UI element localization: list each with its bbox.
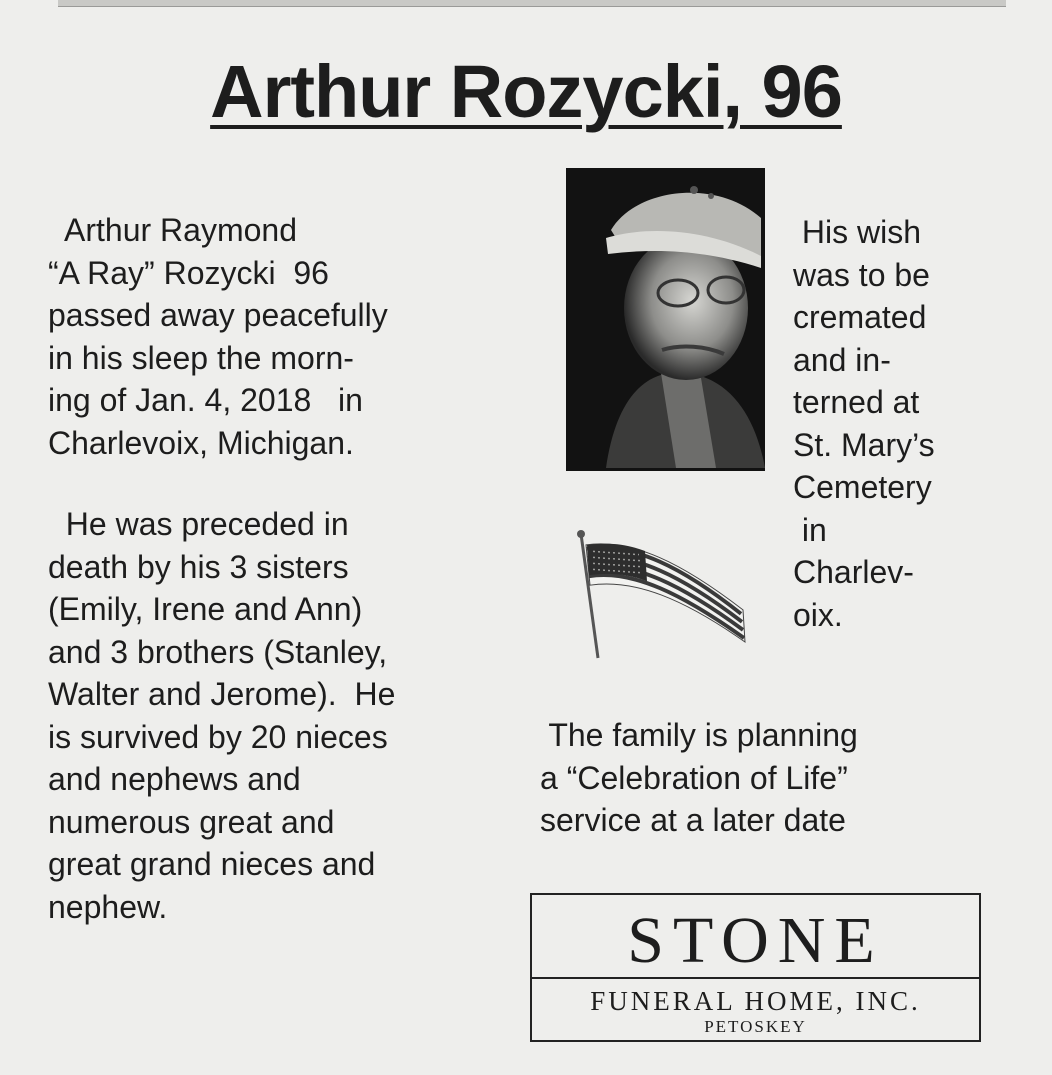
portrait-image xyxy=(566,168,765,471)
funeral-home-city: PETOSKEY xyxy=(704,1017,807,1036)
funeral-home-subtitle: FUNERAL HOME, INC. xyxy=(590,986,921,1016)
obituary-headline xyxy=(0,52,1052,132)
funeral-home-logo xyxy=(530,893,981,1042)
headline-text: Arthur Rozycki, 96 xyxy=(210,50,842,133)
obituary-paragraph-family: He was preceded in death by his 3 sisters (Emily, Irene and Ann) and 3 brothers (Stanley, Walter and Jerome). He is survived by 20 nieces and nephews and numerous great and great grand nieces and nephew. xyxy=(48,506,396,925)
top-border xyxy=(58,0,1006,7)
obituary-paragraph-intro: Arthur Raymond “A Ray” Rozycki 96 passed away peacefully in his sleep the morn- ing of Jan. 4, 2018 in Charlevoix, Michigan. xyxy=(48,212,388,461)
funeral-home-name: STONE xyxy=(532,895,979,979)
celebration-notice-text: The family is planning a “Celebration of Life” service at a later date xyxy=(540,717,858,838)
american-flag-icon xyxy=(573,528,753,663)
burial-wish-text: His wish was to be cremated and in- terned at St. Mary’s Cemetery in Charlev- oix. xyxy=(793,214,935,633)
portrait-photo xyxy=(566,168,765,471)
